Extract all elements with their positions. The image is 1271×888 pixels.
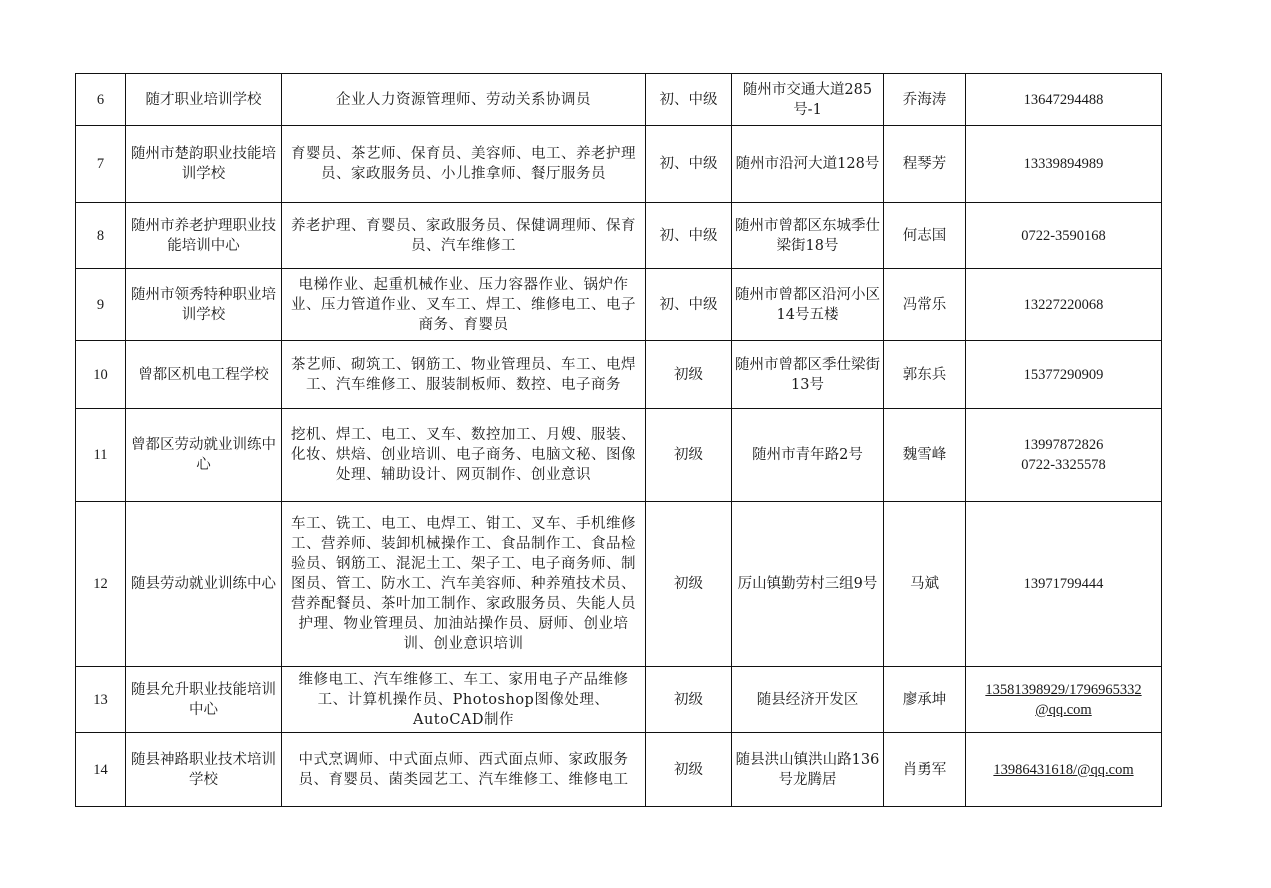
table-row — [76, 667, 1162, 733]
school-address: 随州市曾都区沿河小区14号五楼 — [732, 269, 884, 341]
table-row — [76, 502, 1162, 667]
row-number: 11 — [76, 409, 126, 502]
contact-person: 马斌 — [884, 502, 966, 667]
row-number: 6 — [76, 74, 126, 126]
school-name: 随州市领秀特种职业培训学校 — [126, 269, 282, 341]
table-row — [76, 269, 1162, 341]
training-courses: 挖机、焊工、电工、叉车、数控加工、月嫂、服装、化妆、烘焙、创业培训、电子商务、电脑文秘、图像处理、辅助设计、网页制作、创业意识 — [282, 409, 646, 502]
school-name: 随县允升职业技能培训中心 — [126, 667, 282, 733]
contact-phone — [966, 126, 1162, 203]
training-level: 初级 — [646, 502, 732, 667]
school-name: 随县劳动就业训练中心 — [126, 502, 282, 667]
contact-person: 乔海涛 — [884, 74, 966, 126]
phone-number: 13227220068 — [1023, 296, 1104, 313]
contact-person: 冯常乐 — [884, 269, 966, 341]
table-row — [76, 74, 1162, 126]
row-number: 10 — [76, 341, 126, 409]
training-courses: 企业人力资源管理师、劳动关系协调员 — [282, 74, 646, 126]
school-address: 随县经济开发区 — [732, 667, 884, 733]
school-address: 随州市交通大道285号-1 — [732, 74, 884, 126]
contact-phone — [966, 502, 1162, 667]
contact-phone — [966, 341, 1162, 409]
row-number: 7 — [76, 126, 126, 203]
school-name: 曾都区劳动就业训练中心 — [126, 409, 282, 502]
phone-number: 13997872826 — [1023, 437, 1104, 453]
contact-person: 何志国 — [884, 203, 966, 269]
training-courses: 养老护理、育婴员、家政服务员、保健调理师、保育员、汽车维修工 — [282, 203, 646, 269]
table-body — [76, 74, 1162, 807]
row-number: 8 — [76, 203, 126, 269]
training-courses: 中式烹调师、中式面点师、西式面点师、家政服务员、育婴员、菌类园艺工、汽车维修工、维修电工 — [282, 733, 646, 807]
school-name: 曾都区机电工程学校 — [126, 341, 282, 409]
contact-phone[interactable] — [966, 733, 1162, 807]
school-address: 随县洪山镇洪山路136号龙腾居 — [732, 733, 884, 807]
training-level: 初、中级 — [646, 203, 732, 269]
contact-person: 廖承坤 — [884, 667, 966, 733]
training-level: 初级 — [646, 341, 732, 409]
school-name: 随州市养老护理职业技能培训中心 — [126, 203, 282, 269]
contact-phone — [966, 203, 1162, 269]
training-courses: 茶艺师、砌筑工、钢筋工、物业管理员、车工、电焊工、汽车维修工、服装制板师、数控、电子商务 — [282, 341, 646, 409]
contact-person: 魏雪峰 — [884, 409, 966, 502]
training-courses: 车工、铣工、电工、电焊工、钳工、叉车、手机维修工、营养师、装卸机械操作工、食品制作工、食品检验员、钢筋工、混泥土工、架子工、电子商务师、制图员、管工、防水工、汽车美容师、种养殖技术员、营养配餐员、茶叶加工制作、家政服务员、失能人员护理、物业管理员、加油站操作员、厨师、创业培训、创业意识培训 — [282, 502, 646, 667]
contact-person: 程琴芳 — [884, 126, 966, 203]
table-row — [76, 409, 1162, 502]
contact-phone — [966, 74, 1162, 126]
row-number: 13 — [76, 667, 126, 733]
contact-phone[interactable] — [966, 667, 1162, 733]
row-number: 12 — [76, 502, 126, 667]
training-level: 初级 — [646, 667, 732, 733]
school-name: 随才职业培训学校 — [126, 74, 282, 126]
phone-number: 0722-3590168 — [1021, 227, 1106, 244]
email-link-line[interactable]: 13581398929/1796965332 — [985, 681, 1142, 698]
training-level: 初级 — [646, 733, 732, 807]
training-level: 初、中级 — [646, 126, 732, 203]
table-row — [76, 341, 1162, 409]
training-level: 初级 — [646, 409, 732, 502]
school-name: 随县神路职业技术培训学校 — [126, 733, 282, 807]
row-number: 14 — [76, 733, 126, 807]
phone-number: 0722-3325578 — [1021, 457, 1106, 473]
table-row — [76, 733, 1162, 807]
contact-phone — [966, 409, 1162, 502]
training-courses: 育婴员、茶艺师、保育员、美容师、电工、养老护理员、家政服务员、小儿推拿师、餐厅服务员 — [282, 126, 646, 203]
school-address: 随州市曾都区东城季仕梁街18号 — [732, 203, 884, 269]
school-name: 随州市楚韵职业技能培训学校 — [126, 126, 282, 203]
school-address: 随州市青年路2号 — [732, 409, 884, 502]
training-school-table — [75, 73, 1162, 807]
phone-number: 15377290909 — [1023, 366, 1104, 383]
row-number: 9 — [76, 269, 126, 341]
phone-number: 13339894989 — [1023, 156, 1104, 172]
contact-person: 郭东兵 — [884, 341, 966, 409]
training-courses: 电梯作业、起重机械作业、压力容器作业、锅炉作业、压力管道作业、叉车工、焊工、维修电工、电子商务、育婴员 — [282, 269, 646, 341]
school-address: 随州市曾都区季仕梁街13号 — [732, 341, 884, 409]
school-address: 厉山镇勤劳村三组9号 — [732, 502, 884, 667]
training-level: 初、中级 — [646, 74, 732, 126]
email-link-line[interactable]: @qq.com — [1035, 701, 1092, 718]
table-row — [76, 126, 1162, 203]
phone-number: 13971799444 — [1023, 576, 1104, 592]
contact-person: 肖勇军 — [884, 733, 966, 807]
training-level: 初、中级 — [646, 269, 732, 341]
table-row — [76, 203, 1162, 269]
school-address: 随州市沿河大道128号 — [732, 126, 884, 203]
phone-number: 13647294488 — [1023, 91, 1104, 108]
contact-phone — [966, 269, 1162, 341]
training-courses: 维修电工、汽车维修工、车工、家用电子产品维修工、计算机操作员、Photoshop图像处理、AutoCAD制作 — [282, 667, 646, 733]
email-link-line[interactable]: 13986431618/@qq.com — [993, 761, 1134, 778]
